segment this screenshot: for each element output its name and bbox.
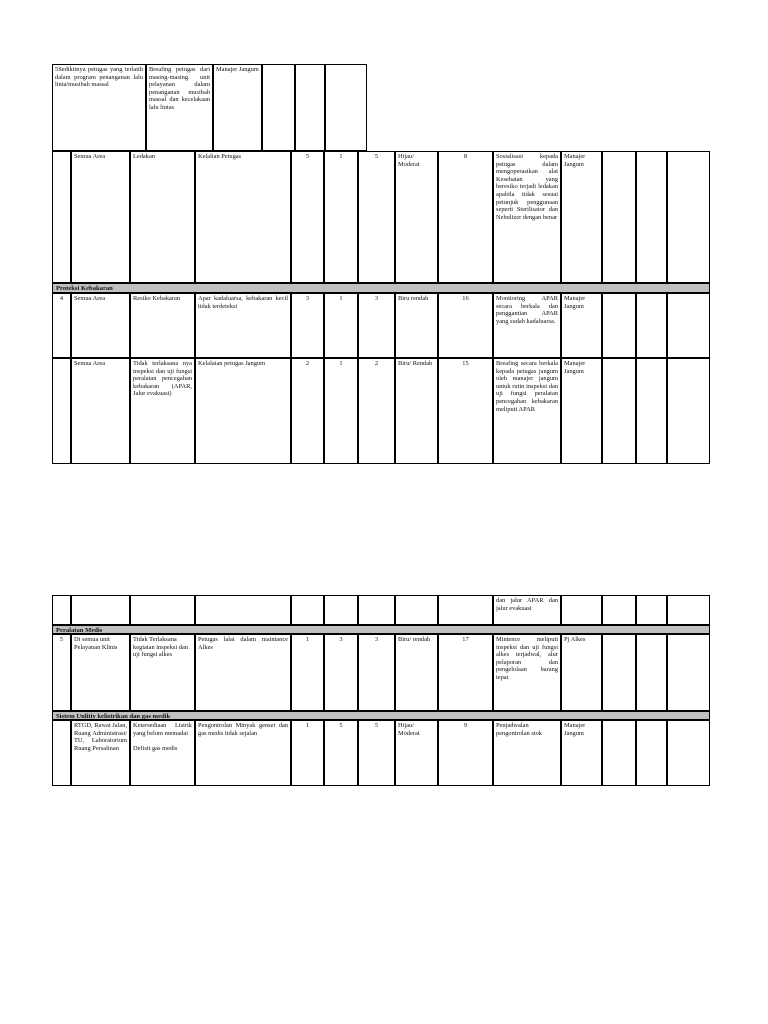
cell-pic: Manajer Jangum xyxy=(561,720,602,786)
cell-value: 5 xyxy=(291,151,324,283)
cell-value: 2 xyxy=(358,358,395,464)
cell-empty xyxy=(636,720,667,786)
cell-empty xyxy=(325,64,367,151)
cell-empty xyxy=(667,293,710,358)
cell-risk-color: Hijau/ Moderat xyxy=(395,720,438,786)
cell-control: dan jalur APAR dan jalur evakuasi xyxy=(493,595,561,625)
cell-value: 1 xyxy=(324,151,358,283)
cell-control: Penjadwalan pengontrolan stok xyxy=(493,720,561,786)
cell-pic: Manajer Jangum xyxy=(213,64,262,151)
cell-no xyxy=(52,720,71,786)
cell-no xyxy=(52,151,71,283)
cell-value: 5 xyxy=(358,151,395,283)
cell-value: 3 xyxy=(291,293,324,358)
cell-empty xyxy=(636,634,667,711)
cell-empty xyxy=(602,595,636,625)
cell-pic: Pj Alkes xyxy=(561,634,602,711)
cell-pic: Manajer Jangum xyxy=(561,293,602,358)
cell-empty xyxy=(636,595,667,625)
cell-risk-color: Hijau/ Moderat xyxy=(395,151,438,283)
cell-cause xyxy=(195,595,291,625)
cell-no: 5 xyxy=(52,634,71,711)
cell-empty xyxy=(636,293,667,358)
cell-program: Breafing petugas dari masing-masing unit pelayanan dalam penanganan musibah massal dan kecelakaan lalu lintas xyxy=(146,64,213,151)
cell-value: 1 xyxy=(324,358,358,464)
cell-cause: Kelalian Petugas xyxy=(195,151,291,283)
cell-rank: 16 xyxy=(438,293,493,358)
cell-rank: 15 xyxy=(438,358,493,464)
cell-empty xyxy=(636,358,667,464)
cell-risk-color: Biru rendah xyxy=(395,293,438,358)
cell-empty xyxy=(602,634,636,711)
cell-value xyxy=(291,595,324,625)
cell-empty xyxy=(602,151,636,283)
cell-empty xyxy=(295,64,325,151)
cell-control: Monitoring APAR secara berkala dan penggantian APAR yang sudah kadaluarsa. xyxy=(493,293,561,358)
cell-empty xyxy=(667,151,710,283)
cell-value: 1 xyxy=(324,293,358,358)
cell-control: Mintence meliputi inspeksi dan uji fungsi alkes terjadwal, alur pelaporan dan pengelolaan barang tepat xyxy=(493,634,561,711)
cell-pic xyxy=(561,595,602,625)
cell-empty xyxy=(667,720,710,786)
cell-risk-color xyxy=(395,595,438,625)
cell-hazard xyxy=(130,595,195,625)
cell-value: 5 xyxy=(358,720,395,786)
cell-control: Sosialisasi kepada petugas dalam mengoperasikan alat Kesehatan yang beresiko terjadi ledakan apabila tidak sesuai petunjuk penggunaan seperti Sterilisator dan Nebulizer dengan benar xyxy=(493,151,561,283)
cell-risk-color: Biru/ rendah xyxy=(395,634,438,711)
cell-cause: Petugas lalai dalam maintance Alkes xyxy=(195,634,291,711)
cell-rank: 8 xyxy=(438,151,493,283)
cell-value: 3 xyxy=(324,634,358,711)
cell-hazard: Ketersediaan Listrik yang belum memadai Defisit gas medis xyxy=(130,720,195,786)
cell-cause: Kelalaian petugas Jangum xyxy=(195,358,291,464)
cell-area: Semua Area xyxy=(71,151,130,283)
cell-no: 4 xyxy=(52,293,71,358)
cell-hazard: Ledakan xyxy=(130,151,195,283)
cell-value: 3 xyxy=(358,634,395,711)
cell-value: 3 xyxy=(358,293,395,358)
cell-objective: 5Sedikitnya petugas yang terlatih dalam program penanganan lalu linta/musibah massal xyxy=(52,64,146,151)
cell-control: Breafing secara berkala kepada petugas jangum oleh manajer jangum untuk rutin inspeksi dan uji fungsi peralatan pencegahan kebakaran meliputi APAR xyxy=(493,358,561,464)
cell-value: 5 xyxy=(324,720,358,786)
section-header-utility: Sistem Unlitiy kelistrikan dan gas medik xyxy=(52,711,710,720)
cell-hazard: Tidak terlaksana nya inspeksi dan uji fungsi peralatan pencegahan kebakaran (APAR, Jalur evakuasi) xyxy=(130,358,195,464)
cell-empty xyxy=(602,720,636,786)
cell-risk-color: Biru/ Rendah xyxy=(395,358,438,464)
cell-empty xyxy=(602,293,636,358)
cell-empty xyxy=(602,358,636,464)
cell-empty xyxy=(667,634,710,711)
cell-area: Semua Area xyxy=(71,293,130,358)
cell-empty xyxy=(667,595,710,625)
cell-pic: Manajer Jangum xyxy=(561,151,602,283)
cell-value: 1 xyxy=(291,634,324,711)
section-header-medical: Peralatan Medis xyxy=(52,625,710,634)
cell-cause: Pengontrolan Minyak genset dan gas medis tidak sejalan xyxy=(195,720,291,786)
cell-value xyxy=(358,595,395,625)
cell-rank: 17 xyxy=(438,634,493,711)
cell-area: Semua Area xyxy=(71,358,130,464)
cell-empty xyxy=(667,358,710,464)
cell-no xyxy=(52,358,71,464)
cell-value: 1 xyxy=(291,720,324,786)
cell-cause: Apar kadaluarsa, kebakaran kecil tidak terdeteksi xyxy=(195,293,291,358)
cell-empty xyxy=(262,64,295,151)
cell-value: 2 xyxy=(291,358,324,464)
cell-area: Di semua unit Pelayanan Klinis xyxy=(71,634,130,711)
cell-value xyxy=(324,595,358,625)
cell-pic: Manajer Jangum xyxy=(561,358,602,464)
cell-area: RTGD, Rawat Jalan, Ruang Administrasi/ TU, Laboratorium Ruang Persalinan xyxy=(71,720,130,786)
cell-no xyxy=(52,595,71,625)
cell-hazard: Tidak Terlaksana kegiatan inspeksi dan uji fungsi alkes xyxy=(130,634,195,711)
section-header-fire: Proteksi Kebakaran xyxy=(52,283,710,293)
cell-area xyxy=(71,595,130,625)
cell-hazard: Resiko Kebakaran xyxy=(130,293,195,358)
cell-empty xyxy=(636,151,667,283)
cell-rank: 9 xyxy=(438,720,493,786)
cell-rank xyxy=(438,595,493,625)
